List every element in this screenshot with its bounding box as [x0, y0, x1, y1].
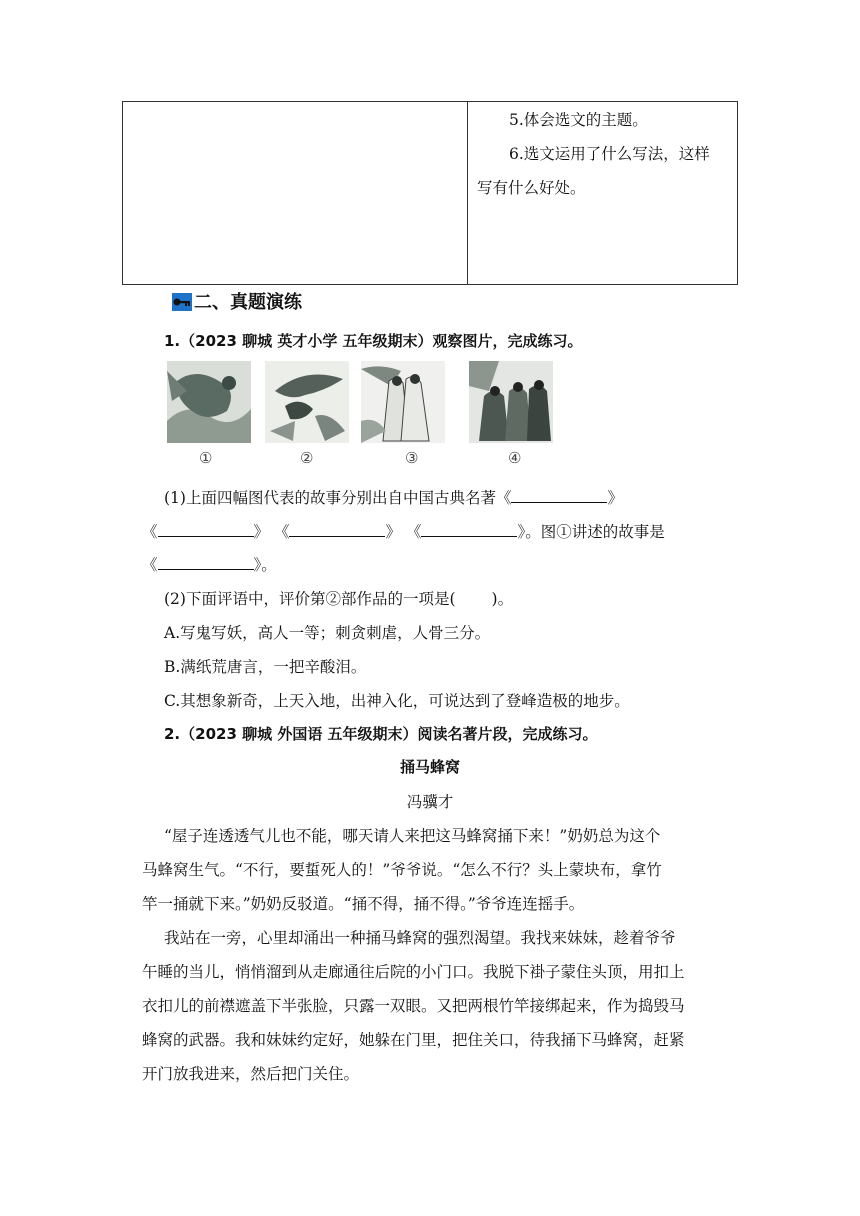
section-title [172, 288, 302, 314]
q1-part1-line3: 《 》。 [142, 556, 277, 574]
q1-part1-line2: 《 》 《 》 《 》。图①讲述的故事是 [142, 523, 665, 541]
answer-blank-2[interactable] [158, 521, 254, 537]
passage-p2-line3: 衣扣儿的前襟遮盖下半张脸，只露一双眼。又把两根竹竿接绑起来，作为捣毁马 [142, 997, 685, 1015]
passage-p2-line2: 午睡的当儿，悄悄溜到从走廊通往后院的小门口。我脱下褂子蒙住头顶，用扣上 [142, 963, 685, 981]
table-q6-line2: 写有什么好处。 [477, 179, 586, 197]
illustration-4 [469, 361, 553, 443]
illustration-2 [265, 361, 349, 443]
q1-heading: 1.（2023 聊城 英才小学 五年级期末）观察图片，完成练习。 [164, 332, 583, 350]
picture-label-4: ④ [508, 449, 522, 467]
passage-p1-line2: 马蜂窝生气。“不行，要蜇死人的！”爷爷说。“怎么不行？头上蒙块布，拿竹 [142, 861, 662, 879]
answer-blank-4[interactable] [421, 521, 517, 537]
table-q5: 5.体会选文的主题。 [509, 111, 648, 129]
passage-p1-line3: 竿一捅就下来。”奶奶反驳道。“捅不得，捅不得。”爷爷连连摇手。 [142, 895, 585, 913]
passage-p2-line5: 开门放我进来，然后把门关住。 [142, 1065, 360, 1083]
answer-blank-5[interactable] [158, 554, 254, 570]
q1-part2: (2)下面评语中，评价第②部作品的一项是( )。 [164, 590, 514, 608]
table-q6-line1: 6.选文运用了什么写法，这样 [509, 145, 710, 163]
picture-label-1: ① [199, 449, 213, 467]
key-badge-icon [172, 293, 192, 311]
answer-blank-1[interactable] [511, 487, 607, 503]
illustration-3 [361, 361, 445, 443]
section-title-text: 二、真题演练 [194, 292, 302, 313]
picture-label-3: ③ [405, 449, 419, 467]
passage-title: 捅马蜂窝 [399, 758, 460, 776]
exercise-table [122, 101, 738, 285]
q1-part1-line1: (1)上面四幅图代表的故事分别出自中国古典名著《 》 [164, 489, 623, 507]
passage-author: 冯骥才 [406, 793, 454, 811]
passage-p2-line1: 我站在一旁，心里却涌出一种捅马蜂窝的强烈渴望。我找来妹妹，趁着爷爷 [164, 929, 676, 947]
q1-option-c: C.其想象新奇，上天入地，出神入化，可说达到了登峰造极的地步。 [164, 692, 630, 710]
passage-p2-line4: 蜂窝的武器。我和妹妹约定好，她躲在门里，把住关口，待我捅下马蜂窝，赶紧 [142, 1031, 685, 1049]
q1-option-b: B.满纸荒唐言，一把辛酸泪。 [164, 658, 367, 676]
table-column-divider [467, 102, 468, 284]
illustration-1 [167, 361, 251, 443]
answer-blank-3[interactable] [289, 521, 385, 537]
passage-p1-line1: “屋子连透透气儿也不能，哪天请人来把这马蜂窝捅下来！”奶奶总为这个 [164, 827, 661, 845]
q2-heading: 2.（2023 聊城 外国语 五年级期末）阅读名著片段，完成练习。 [164, 725, 598, 743]
q1-option-a: A.写鬼写妖，高人一等；刺贪刺虐，人骨三分。 [164, 624, 491, 642]
picture-label-2: ② [300, 449, 314, 467]
